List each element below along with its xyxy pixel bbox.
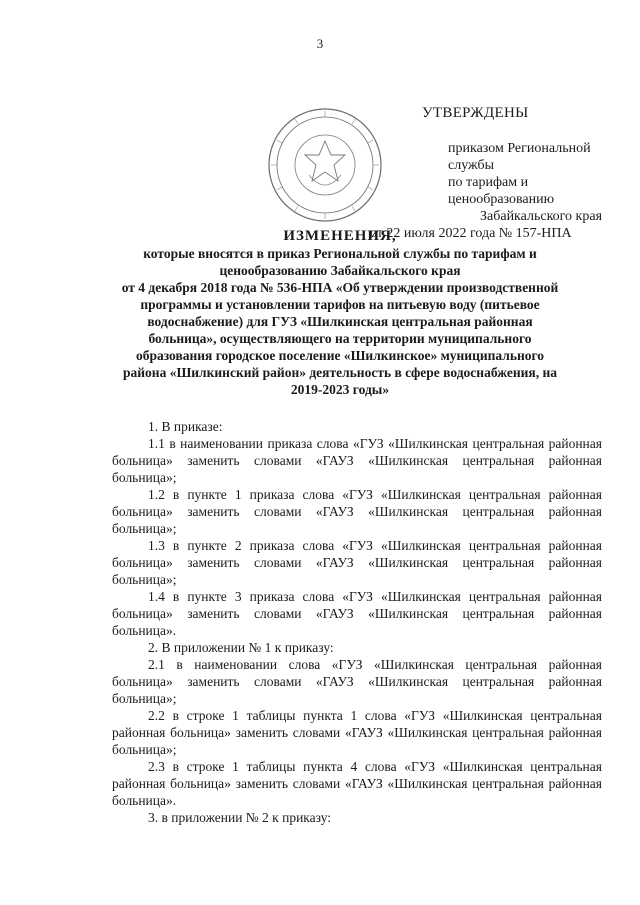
- paragraph: 1.3 в пункте 2 приказа слова «ГУЗ «Шилкинская центральная районная больница» заменить словами «ГАУЗ «Шилкинская центральная районная больница»;: [112, 538, 602, 587]
- approval-line-2: по тарифам и ценообразованию: [448, 175, 555, 207]
- title-line: водоснабжение) для ГУЗ «Шилкинская центральная районная: [147, 314, 533, 329]
- approval-line-1: приказом Региональной службы: [448, 141, 591, 173]
- title-line: которые вносятся в приказ Региональной службы по тарифам и: [143, 246, 537, 261]
- paragraph: 3. в приложении № 2 к приказу:: [148, 810, 332, 825]
- title-line: программы и установлении тарифов на питьевую воду (питьевое: [140, 297, 540, 312]
- document-title: [80, 228, 600, 398]
- approval-line-3: Забайкальского края: [480, 209, 603, 224]
- official-seal-stamp: [265, 105, 385, 225]
- title-line: от 4 декабря 2018 года № 536-НПА «Об утверждении производственной: [121, 280, 559, 295]
- title-line: 2019-2023 годы»: [290, 382, 390, 397]
- approval-heading: УТВЕРЖДЕНЫ: [422, 105, 529, 121]
- paragraph: 2. В приложении № 1 к приказу:: [148, 640, 334, 655]
- paragraph: 1. В приказе:: [148, 419, 223, 434]
- paragraph: 2.3 в строке 1 таблицы пункта 4 слова «ГУЗ «Шилкинская центральная районная больница» заменить словами «ГАУЗ «Шилкинская центральная районная больница».: [112, 759, 602, 808]
- title-line: больница», осуществляющего на территории муниципального: [148, 331, 532, 346]
- paragraph: 1.1 в наименовании приказа слова «ГУЗ «Шилкинская центральная районная больница» заменить словами «ГАУЗ «Шилкинская центральная районная больница»;: [112, 436, 602, 485]
- page-number: 3: [316, 36, 324, 51]
- paragraph: 2.2 в строке 1 таблицы пункта 1 слова «ГУЗ «Шилкинская центральная районная больница» заменить словами «ГАУЗ «Шилкинская центральная районная больница»;: [112, 708, 602, 757]
- title-line: образования городское поселение «Шилкинское» муниципального: [135, 348, 545, 363]
- paragraph: 1.2 в пункте 1 приказа слова «ГУЗ «Шилкинская центральная районная больница» заменить словами «ГАУЗ «Шилкинская центральная районная больница»;: [112, 487, 602, 536]
- paragraph: 1.4 в пункте 3 приказа слова «ГУЗ «Шилкинская центральная районная больница» заменить словами «ГАУЗ «Шилкинская центральная районная больница».: [112, 589, 602, 638]
- title-line: района «Шилкинский район» деятельность в сфере водоснабжения, на: [123, 365, 557, 380]
- document-body: [112, 418, 602, 826]
- title-line: ценообразованию Забайкальского края: [219, 263, 461, 278]
- title-heading: ИЗМЕНЕНИЯ,: [283, 228, 397, 244]
- approval-line-4: от 22 июля 2022 года № 157-НПА: [370, 226, 572, 241]
- approval-block: [370, 105, 630, 242]
- paragraph: 2.1 в наименовании слова «ГУЗ «Шилкинская центральная районная больница» заменить словами «ГАУЗ «Шилкинская центральная районная больница»;: [112, 657, 602, 706]
